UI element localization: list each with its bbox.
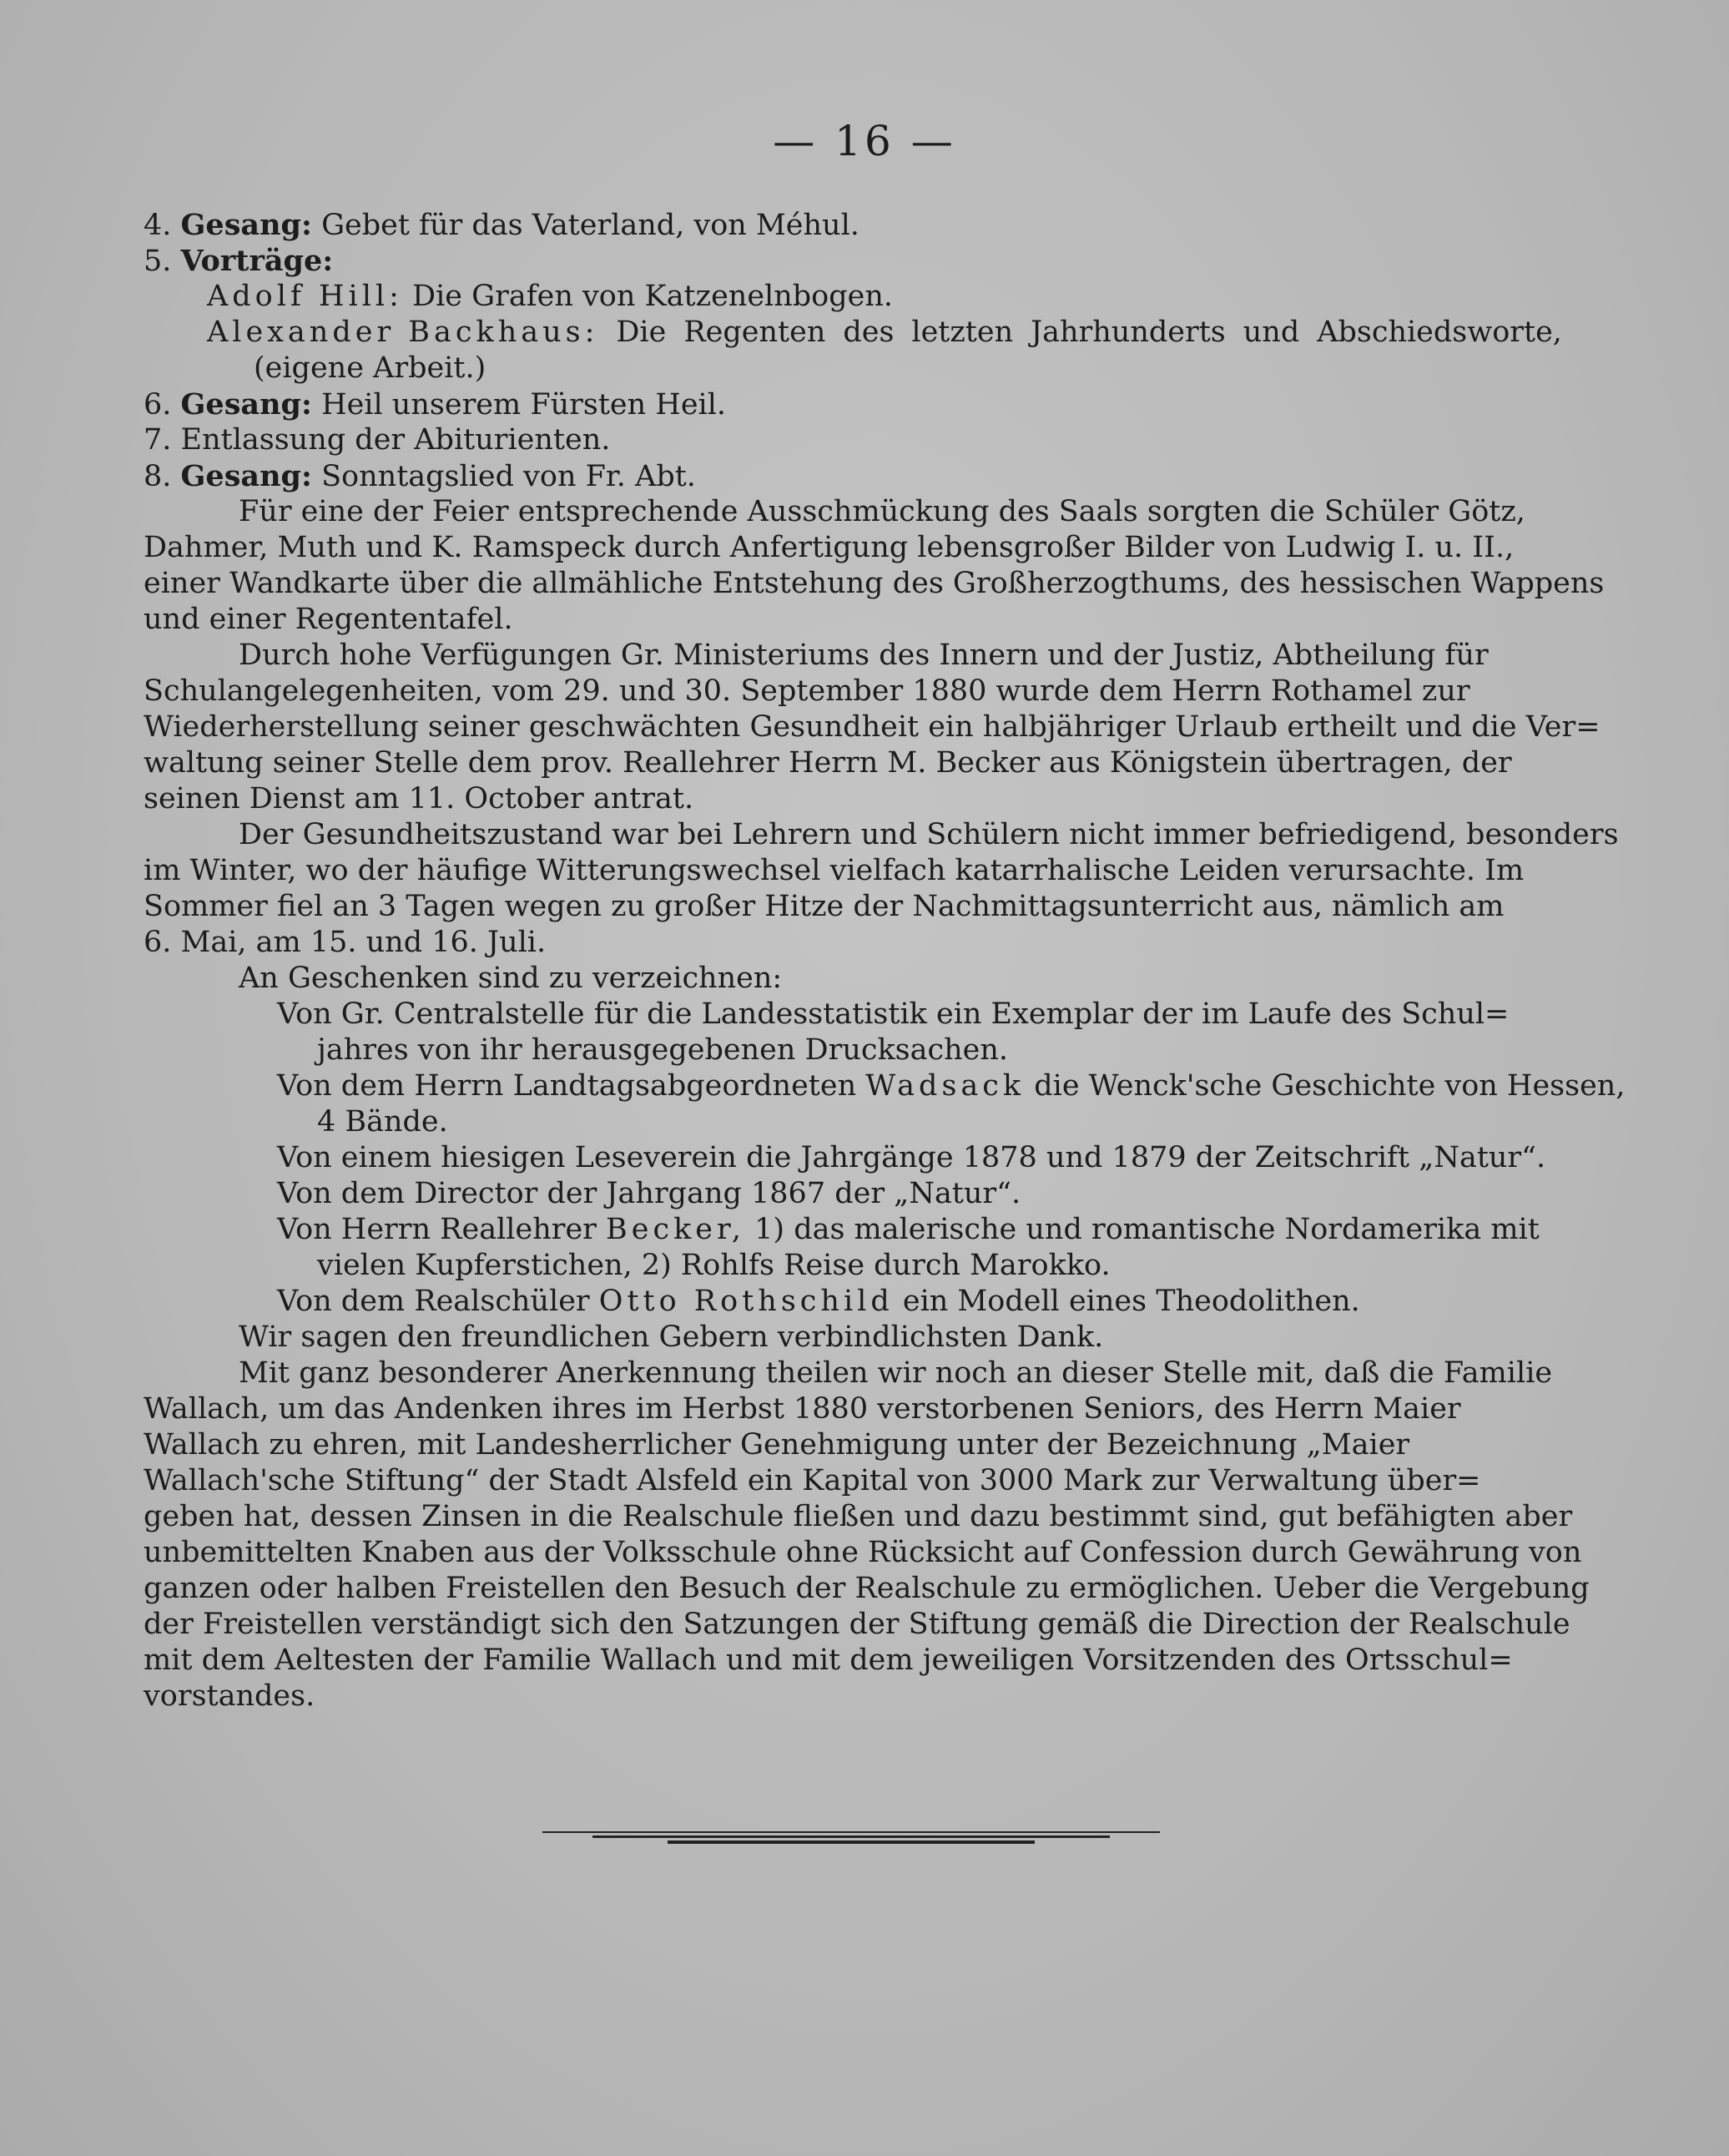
gift-text: 1) das malerische und romantische Nordamerika mit <box>745 1213 1540 1246</box>
rule-line-outer <box>542 1831 1160 1833</box>
gifts-intro: An Geschenken sind zu verzeichnen: <box>239 962 783 995</box>
gift-text: Von Herrn Reallehrer <box>277 1213 607 1246</box>
program-item-8 <box>144 458 1562 494</box>
rule-line-middle <box>592 1835 1110 1838</box>
text-line: seinen Dienst am 11. October antrat. <box>144 782 694 815</box>
rule-line-inner <box>668 1840 1035 1844</box>
text-line: Durch hohe Verfügungen Gr. Ministeriums des Innern und der Justiz, Abtheilung für <box>239 639 1489 672</box>
gift-text: Von dem Herrn Landtagsabgeordneten <box>277 1069 866 1103</box>
word: Die <box>616 316 667 349</box>
item-number: 4. <box>144 209 172 242</box>
item-text: Heil unserem Fürsten Heil. <box>311 388 727 422</box>
text-line: mit dem Aeltesten der Familie Wallach und mit dem jeweiligen Vorsitzenden des Ortsschul= <box>144 1644 1513 1677</box>
program-item-5 <box>144 243 1562 279</box>
item-heading: Vorträge: <box>180 244 334 278</box>
text-line: vorstandes. <box>144 1679 315 1713</box>
text-line: der Freistellen verständigt sich den Satzungen der Stiftung gemäß die Direction der Realschule <box>144 1608 1570 1641</box>
text-line: einer Wandkarte über die allmähliche Entstehung des Großherzogthums, des hessischen Wappens <box>144 567 1605 600</box>
word: und <box>1243 316 1300 349</box>
item-heading: Gesang: <box>180 387 312 422</box>
thanks-line: Wir sagen den freundlichen Gebern verbindlichsten Dank. <box>239 1320 1104 1354</box>
decorative-end-rule <box>542 1820 1160 1853</box>
lecture-2 <box>144 315 1562 351</box>
text-line: Dahmer, Muth und K. Ramspeck durch Anfertigung lebensgroßer Bilder von Ludwig I. u. II., <box>144 531 1515 564</box>
text-line: Mit ganz besonderer Anerkennung theilen wir noch an dieser Stelle mit, daß die Familie <box>239 1356 1553 1390</box>
line-text: Für eine der Feier entsprechende Ausschmückung des Saals sorgten die Schüler Götz, <box>239 495 1525 528</box>
text-line: 6. Mai, am 15. und 16. Juli. <box>144 926 547 959</box>
program-item-4 <box>144 207 1562 243</box>
gift-line <box>144 1212 1562 1248</box>
gift-line: Von dem Director der Jahrgang 1867 der „Natur“. <box>277 1177 1021 1210</box>
paragraph-decoration <box>144 494 1605 638</box>
gift-line <box>144 1068 1626 1104</box>
paragraph-leave <box>144 638 1600 817</box>
gifts-section <box>144 961 1626 1356</box>
gift-line: Von Gr. Centralstelle für die Landesstatistik ein Exemplar der im Laufe des Schul= <box>277 997 1510 1031</box>
gift-text: die Wenck'sche Geschichte von Hessen, <box>1025 1069 1626 1103</box>
gift-line <box>144 1284 1562 1320</box>
text-line: ganzen oder halben Freistellen den Besuch der Realschule zu ermöglichen. Ueber die Vergebung <box>144 1572 1590 1605</box>
lecture-title: Die Grafen von Katzenelnbogen. <box>402 280 894 313</box>
page-number: — 16 — <box>773 117 956 165</box>
text-line: Schulangelegenheiten, vom 29. und 30. September 1880 wurde dem Herrn Rothamel zur <box>144 674 1470 708</box>
text-line: Sommer fiel an 3 Tagen wegen zu großer Hitze der Nachmittagsunterricht aus, nämlich am <box>144 890 1505 923</box>
item-text: Sonntagslied von Fr. Abt. <box>311 460 696 493</box>
item-number: 6. <box>144 388 172 422</box>
text-line: und einer Regententafel. <box>144 603 513 636</box>
gift-text: ein Modell eines Theodolithen. <box>893 1285 1360 1318</box>
item-number: 8. <box>144 460 172 493</box>
speaker-name: Alexander Backhaus: <box>207 316 599 349</box>
text-line: Wallach zu ehren, mit Landesherrlicher Genehmigung unter der Bezeichnung „Maier <box>144 1428 1410 1462</box>
gift-line: jahres von ihr herausgegebenen Drucksachen. <box>317 1033 1009 1067</box>
item-text: Entlassung der Abiturienten. <box>180 423 611 457</box>
lecture-1 <box>144 279 1562 315</box>
word: letzten <box>911 316 1014 349</box>
word: Abschiedsworte, <box>1317 316 1562 349</box>
word: Regenten <box>683 316 826 349</box>
item-heading: Gesang: <box>180 208 312 242</box>
word: Jahrhunderts <box>1031 316 1226 349</box>
text-line: geben hat, dessen Zinsen in die Realschule fließen und dazu bestimmt sind, gut befähigten aber <box>144 1500 1573 1533</box>
paragraph-foundation <box>144 1356 1590 1714</box>
program-item-6 <box>144 386 1562 422</box>
text-line: Wiederherstellung seiner geschwächten Gesundheit ein halbjähriger Urlaub ertheilt und die Ver= <box>144 710 1600 744</box>
item-heading: Gesang: <box>180 459 312 493</box>
speaker-name: Adolf Hill: <box>207 280 403 313</box>
gift-line: Von einem hiesigen Leseverein die Jahrgänge 1878 und 1879 der Zeitschrift „Natur“. <box>277 1141 1546 1174</box>
text-line: Wallach'sche Stiftung“ der Stadt Alsfeld ein Kapital von 3000 Mark zur Verwaltung über= <box>144 1464 1481 1497</box>
gift-line: 4 Bände. <box>317 1105 448 1139</box>
lecture-2-note: (eigene Arbeit.) <box>254 351 486 385</box>
text-line <box>144 494 1562 530</box>
donor-name: Becker, <box>606 1213 746 1246</box>
text-line: Wallach, um das Andenken ihres im Herbst 1880 verstorbenen Seniors, des Herrn Maier <box>144 1392 1461 1426</box>
page-text <box>144 207 1626 1714</box>
text-line: unbemittelten Knaben aus der Volksschule ohne Rücksicht auf Confession durch Gewährung von <box>144 1536 1582 1569</box>
item-number: 7. <box>144 423 172 457</box>
item-number: 5. <box>144 245 172 278</box>
paragraph-health <box>144 817 1619 961</box>
word: des <box>843 316 895 349</box>
donor-name: Wadsack <box>865 1069 1026 1103</box>
donor-name: Otto Rothschild <box>598 1285 894 1318</box>
item-text: Gebet für das Vaterland, von Méhul. <box>311 209 859 242</box>
gift-line: vielen Kupferstichen, 2) Rohlfs Reise durch Marokko. <box>317 1249 1111 1282</box>
text-line: im Winter, wo der häufige Witterungswechsel vielfach katarrhalische Leiden verursachte. Im <box>144 854 1525 887</box>
text-line: Der Gesundheitszustand war bei Lehrern und Schülern nicht immer befriedigend, besonders <box>239 818 1619 851</box>
text-line: waltung seiner Stelle dem prov. Reallehrer Herrn M. Becker aus Königstein übertragen, der <box>144 746 1512 780</box>
program-item-7 <box>144 422 1562 458</box>
gift-text: Von dem Realschüler <box>277 1285 599 1318</box>
